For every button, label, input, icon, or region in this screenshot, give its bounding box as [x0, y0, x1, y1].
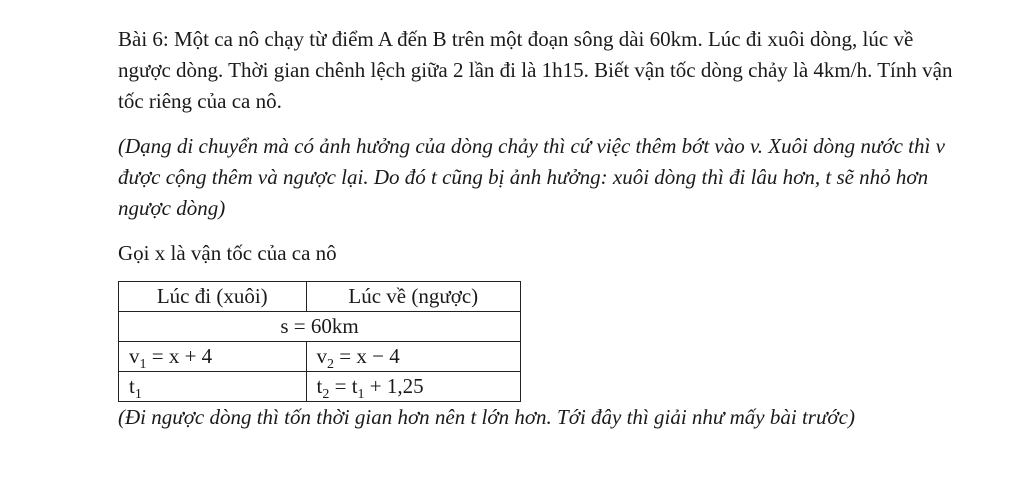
t2-cell: [306, 372, 520, 402]
v1-symbol: v: [129, 344, 140, 368]
t1-symbol: t: [129, 374, 135, 398]
method-note: (Dạng di chuyển mà có ảnh hưởng của dòng chảy thì cứ việc thêm bớt vào v. Xuôi dòng nước thì v được cộng thêm và ngược lại. Do đó t cũng bị ảnh hưởng: xuôi dòng thì đi lâu hơn, t sẽ nhỏ hơn ngược dòng): [118, 134, 945, 220]
distance-cell: s = 60km: [119, 312, 521, 342]
data-table: [118, 281, 521, 402]
t1-subscript: 1: [134, 387, 142, 403]
v1-cell: [119, 342, 307, 372]
header-downstream: Lúc đi (xuôi): [119, 282, 307, 312]
variable-definition: Gọi x là vận tốc của ca nô: [118, 241, 337, 265]
document-page: [118, 24, 968, 433]
closing-note: (Đi ngược dòng thì tốn thời gian hơn nên t lớn hơn. Tới đây thì giải như mấy bài trước): [118, 405, 855, 429]
problem-statement: Bài 6: Một ca nô chạy từ điểm A đến B trên một đoạn sông dài 60km. Lúc đi xuôi dòng, lúc về ngược dòng. Thời gian chênh lệch giữa 2 lần đi là 1h15. Biết vận tốc dòng chảy là 4km/h. Tính vận tốc riêng của ca nô.: [118, 27, 953, 113]
t2-equals: = t: [329, 374, 358, 398]
t2-symbol: t: [316, 374, 323, 398]
v1-expression: = x + 4: [146, 344, 213, 368]
header-upstream: Lúc về (ngược): [306, 282, 520, 312]
table-row: [119, 372, 521, 402]
v1-subscript: 1: [139, 357, 147, 373]
table-row: [119, 312, 521, 342]
v2-expression: = x − 4: [334, 344, 400, 368]
table-row: [119, 282, 521, 312]
t2-subscript: 2: [322, 387, 330, 403]
v2-symbol: v: [316, 344, 328, 368]
t1-cell: [119, 372, 307, 402]
t2-t1-subscript: 1: [357, 387, 365, 403]
v2-cell: [306, 342, 520, 372]
v2-subscript: 2: [327, 357, 335, 373]
table-row: [119, 342, 521, 372]
t2-expression: + 1,25: [364, 374, 424, 398]
